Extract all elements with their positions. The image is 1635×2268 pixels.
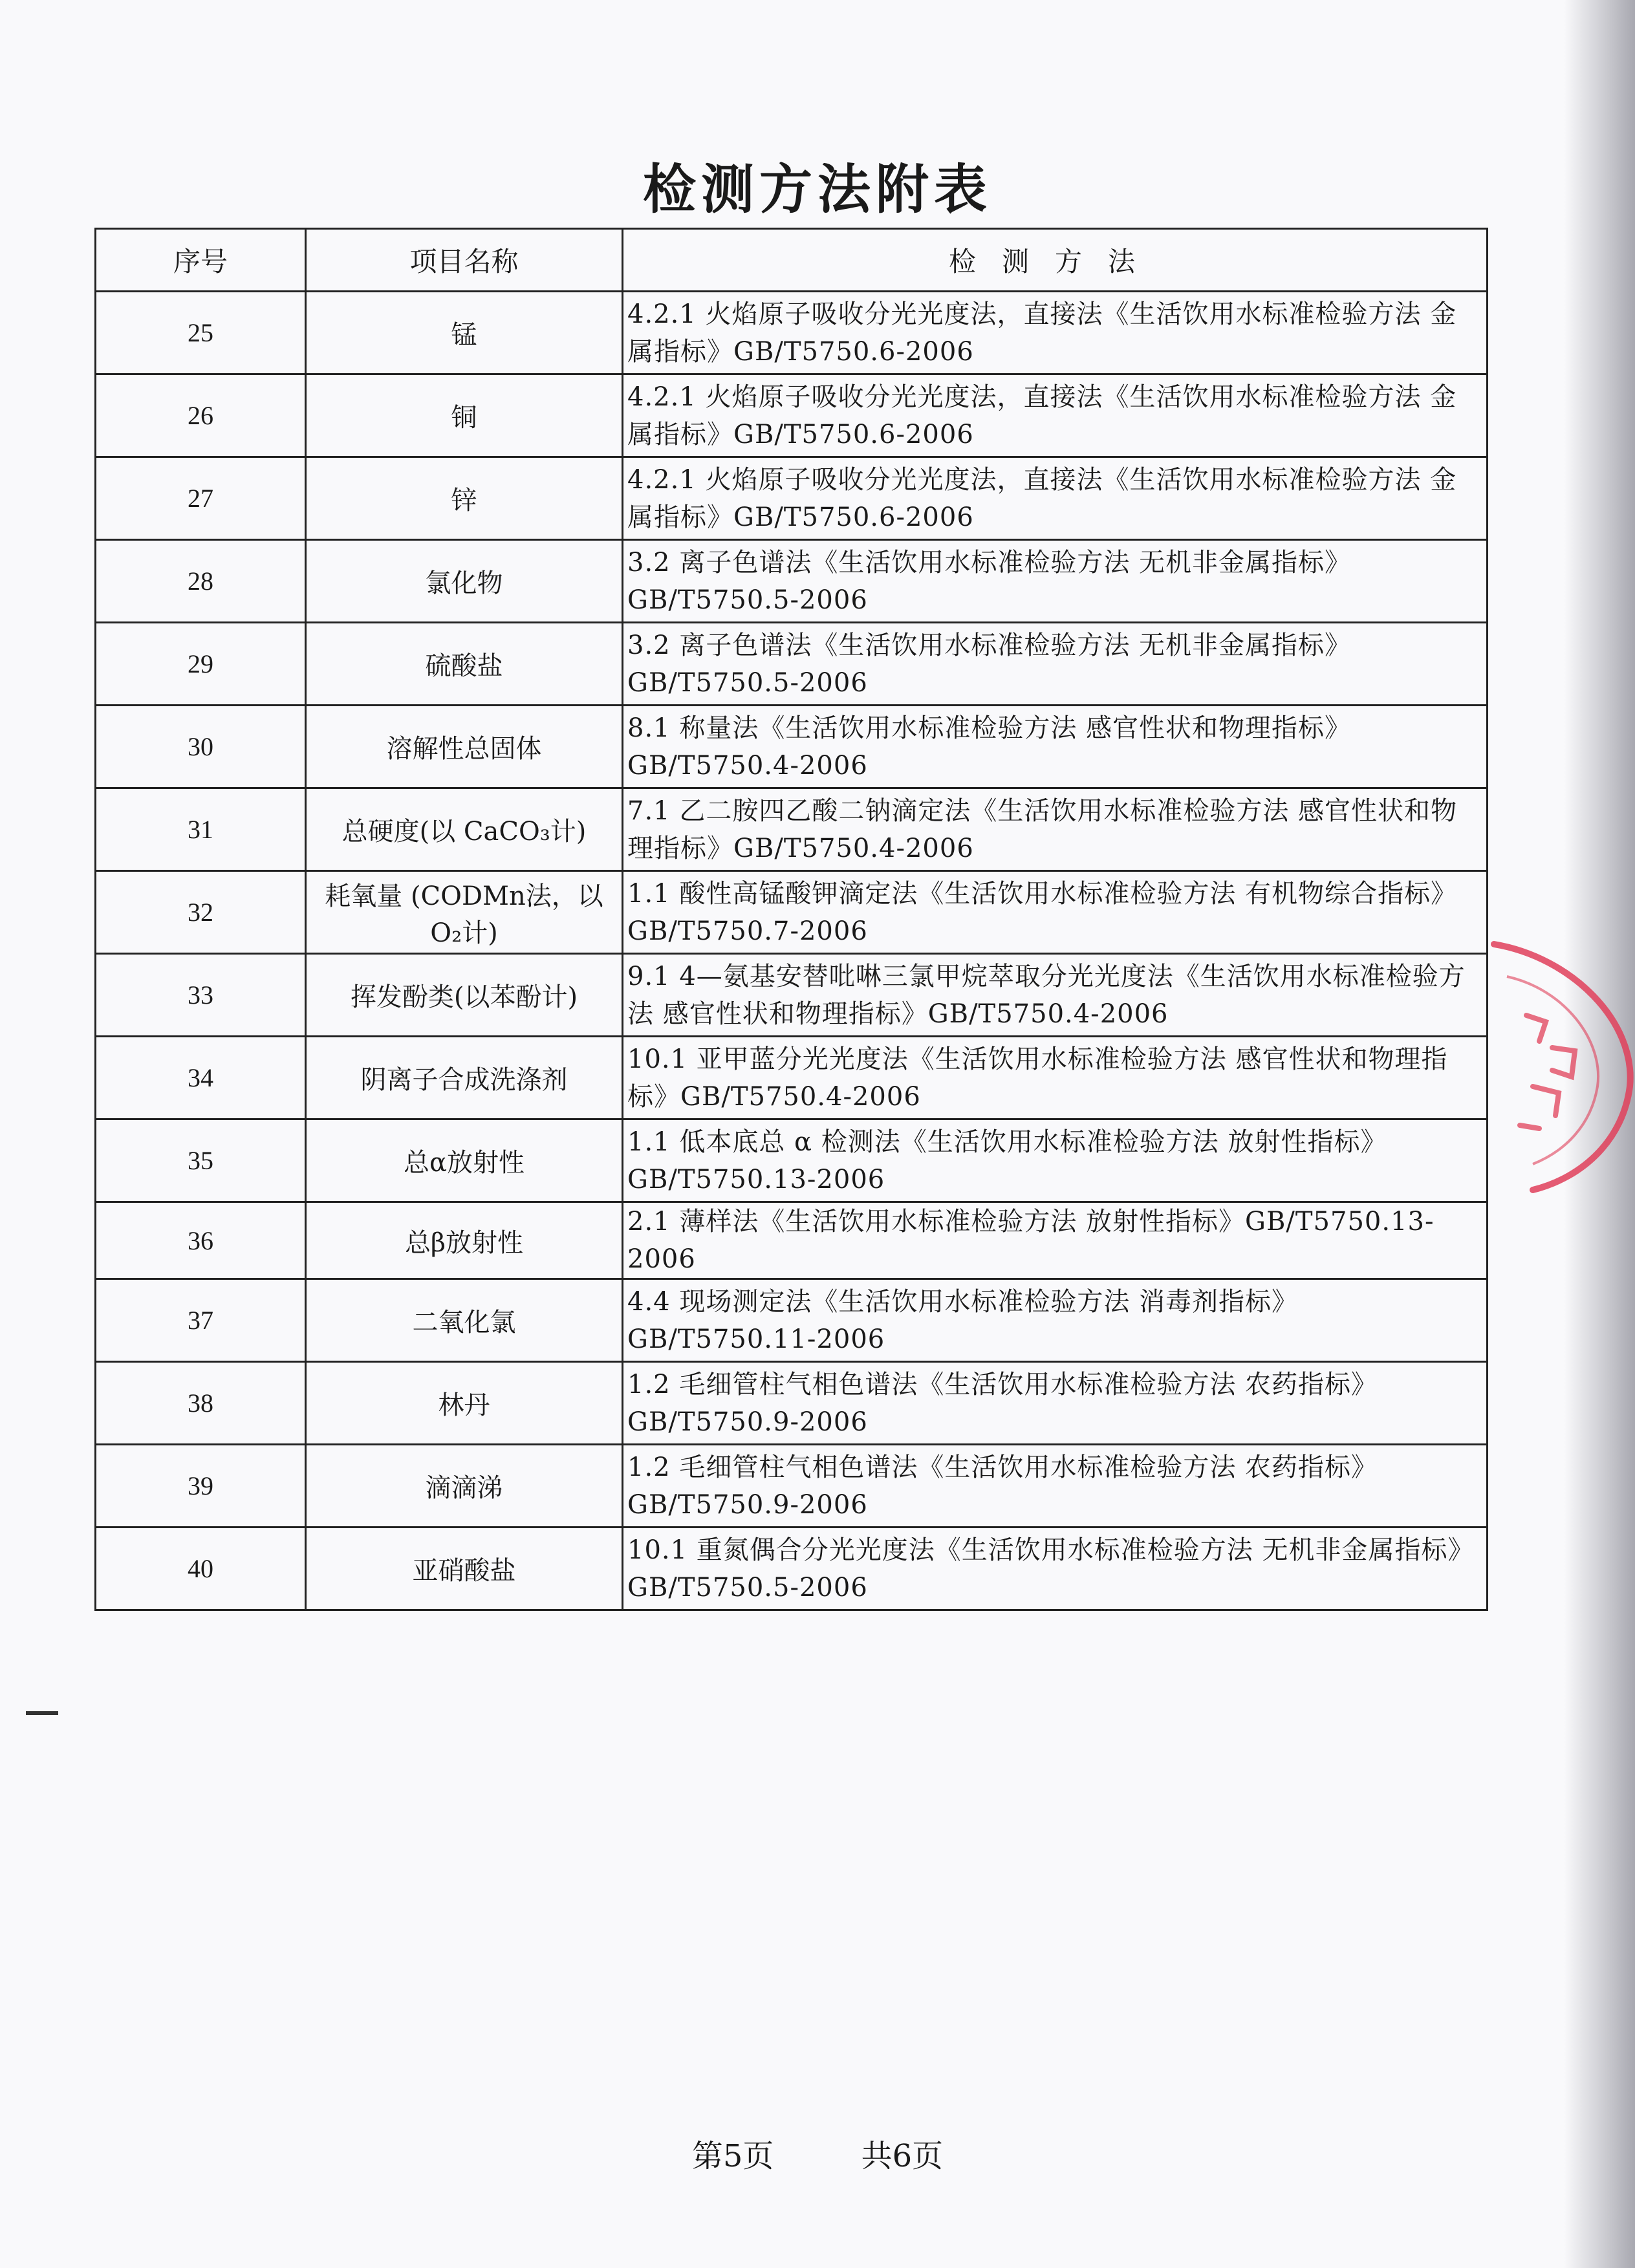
table-header-row — [96, 229, 1488, 292]
row-name: 二氧化氯 — [306, 1279, 623, 1362]
row-name: 氯化物 — [306, 540, 623, 623]
row-method: 1.1 低本底总 α 检测法《生活饮用水标准检验方法 放射性指标》GB/T5750.13-2006 — [623, 1119, 1488, 1202]
table-row — [96, 706, 1488, 788]
table-row — [96, 1202, 1488, 1279]
official-seal-stamp — [1455, 918, 1635, 1196]
row-name: 锰 — [306, 292, 623, 374]
row-name: 锌 — [306, 457, 623, 540]
page-total: 共6页 — [861, 2138, 944, 2174]
row-no: 27 — [96, 457, 306, 540]
table-row — [96, 374, 1488, 457]
row-no: 37 — [96, 1279, 306, 1362]
row-name: 溶解性总固体 — [306, 706, 623, 788]
row-method: 8.1 称量法《生活饮用水标准检验方法 感官性状和物理指标》GB/T5750.4-2006 — [623, 706, 1488, 788]
table-row — [96, 788, 1488, 871]
table-row — [96, 1037, 1488, 1119]
methods-table — [94, 228, 1488, 1611]
row-name: 总α放射性 — [306, 1119, 623, 1202]
table-row — [96, 292, 1488, 374]
table-row — [96, 1445, 1488, 1528]
scan-edge-mark — [26, 1711, 58, 1715]
row-name: 耗氧量 (CODMn法，以O₂计) — [306, 871, 623, 954]
row-name: 林丹 — [306, 1362, 623, 1445]
row-no: 31 — [96, 788, 306, 871]
row-name: 总硬度(以 CaCO₃计) — [306, 788, 623, 871]
row-method: 3.2 离子色谱法《生活饮用水标准检验方法 无机非金属指标》GB/T5750.5-2006 — [623, 540, 1488, 623]
row-method: 4.2.1 火焰原子吸收分光光度法，直接法《生活饮用水标准检验方法 金属指标》GB/T5750.6-2006 — [623, 374, 1488, 457]
table-row — [96, 623, 1488, 706]
row-method: 3.2 离子色谱法《生活饮用水标准检验方法 无机非金属指标》GB/T5750.5-2006 — [623, 623, 1488, 706]
row-no: 28 — [96, 540, 306, 623]
row-method: 1.2 毛细管柱气相色谱法《生活饮用水标准检验方法 农药指标》GB/T5750.9-2006 — [623, 1445, 1488, 1528]
header-name: 项目名称 — [306, 229, 623, 292]
row-no: 30 — [96, 706, 306, 788]
row-name: 阴离子合成洗涤剂 — [306, 1037, 623, 1119]
row-method: 1.1 酸性高锰酸钾滴定法《生活饮用水标准检验方法 有机物综合指标》GB/T5750.7-2006 — [623, 871, 1488, 954]
row-no: 38 — [96, 1362, 306, 1445]
table-row — [96, 540, 1488, 623]
row-name: 铜 — [306, 374, 623, 457]
row-name: 亚硝酸盐 — [306, 1528, 623, 1610]
row-method: 10.1 亚甲蓝分光光度法《生活饮用水标准检验方法 感官性状和物理指标》GB/T5750.4-2006 — [623, 1037, 1488, 1119]
table-row — [96, 954, 1488, 1037]
page-number: 第5页 — [691, 2138, 774, 2174]
row-no: 32 — [96, 871, 306, 954]
row-method: 4.2.1 火焰原子吸收分光光度法，直接法《生活饮用水标准检验方法 金属指标》GB/T5750.6-2006 — [623, 292, 1488, 374]
table-row — [96, 871, 1488, 954]
row-name: 硫酸盐 — [306, 623, 623, 706]
row-method: 7.1 乙二胺四乙酸二钠滴定法《生活饮用水标准检验方法 感官性状和物理指标》GB/T5750.4-2006 — [623, 788, 1488, 871]
row-method: 2.1 薄样法《生活饮用水标准检验方法 放射性指标》GB/T5750.13-2006 — [623, 1202, 1488, 1279]
header-method: 检测方法 — [623, 229, 1488, 292]
row-no: 34 — [96, 1037, 306, 1119]
row-method: 10.1 重氮偶合分光光度法《生活饮用水标准检验方法 无机非金属指标》GB/T5750.5-2006 — [623, 1528, 1488, 1610]
row-name: 挥发酚类(以苯酚计) — [306, 954, 623, 1037]
row-no: 29 — [96, 623, 306, 706]
row-method: 1.2 毛细管柱气相色谱法《生活饮用水标准检验方法 农药指标》GB/T5750.9-2006 — [623, 1362, 1488, 1445]
row-no: 26 — [96, 374, 306, 457]
page-title: 检测方法附表 — [642, 158, 992, 221]
table-row — [96, 1362, 1488, 1445]
row-no: 25 — [96, 292, 306, 374]
row-no: 40 — [96, 1528, 306, 1610]
row-name: 总β放射性 — [306, 1202, 623, 1279]
table-row — [96, 1528, 1488, 1610]
header-no: 序号 — [96, 229, 306, 292]
row-method: 4.2.1 火焰原子吸收分光光度法，直接法《生活饮用水标准检验方法 金属指标》GB/T5750.6-2006 — [623, 457, 1488, 540]
table-row — [96, 1119, 1488, 1202]
row-no: 39 — [96, 1445, 306, 1528]
page-footer — [0, 2131, 1635, 2176]
row-no: 35 — [96, 1119, 306, 1202]
row-method: 4.4 现场测定法《生活饮用水标准检验方法 消毒剂指标》GB/T5750.11-2006 — [623, 1279, 1488, 1362]
table-row — [96, 1279, 1488, 1362]
row-method: 9.1 4—氨基安替吡啉三氯甲烷萃取分光光度法《生活饮用水标准检验方法 感官性状和物理指标》GB/T5750.4-2006 — [623, 954, 1488, 1037]
row-no: 33 — [96, 954, 306, 1037]
row-name: 滴滴涕 — [306, 1445, 623, 1528]
table-row — [96, 457, 1488, 540]
row-no: 36 — [96, 1202, 306, 1279]
